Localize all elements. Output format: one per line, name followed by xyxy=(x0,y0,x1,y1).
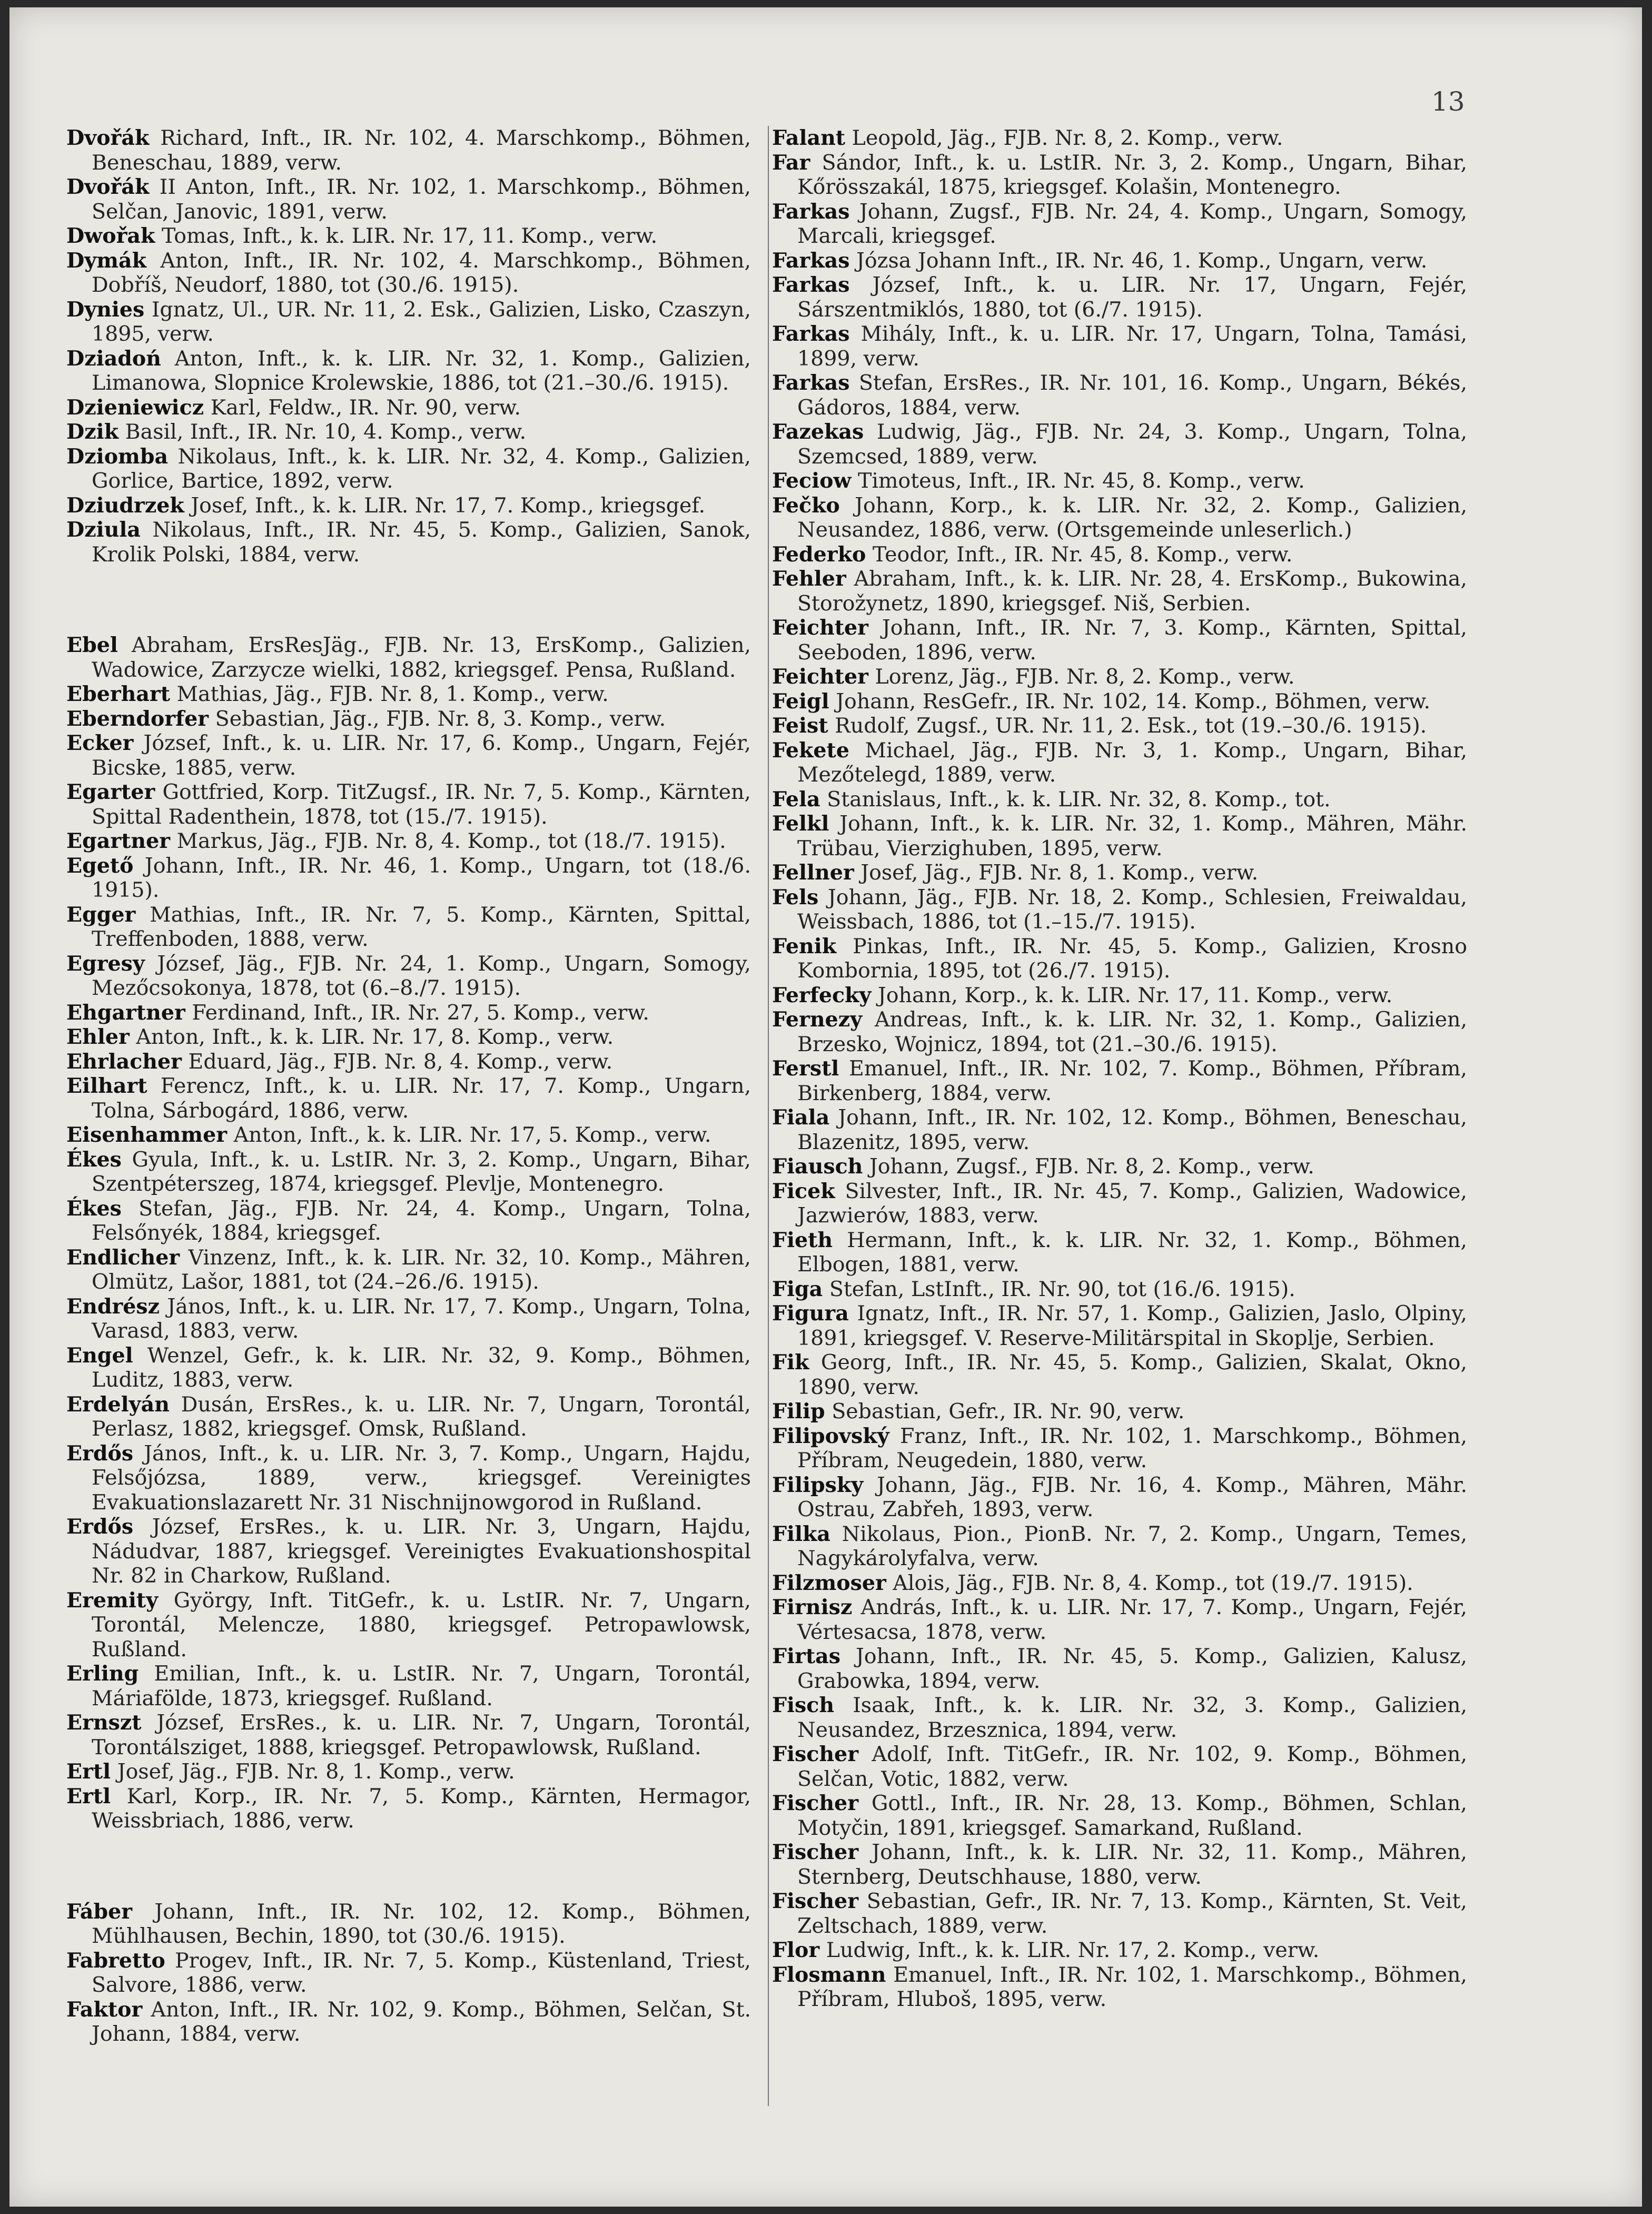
entry-surname: Falant xyxy=(772,126,846,150)
entry-details: Emanuel, Inft., IR. Nr. 102, 7. Komp., Böhmen, Příbram, Birkenberg, 1884, verw. xyxy=(797,1056,1467,1105)
casualty-entry xyxy=(772,934,1467,983)
entry-details: József, ErsRes., k. u. LIR. Nr. 7, Ungarn, Torontál, Torontálsziget, 1888, kriegsgef. Petropawlowsk, Rußland. xyxy=(92,1711,751,1760)
casualty-entry xyxy=(66,518,751,567)
entry-details: Ignatz, Ul., UR. Nr. 11, 2. Esk., Galizien, Lisko, Czaszyn, 1895, verw. xyxy=(92,297,751,346)
casualty-entry xyxy=(772,714,1467,738)
casualty-entry xyxy=(66,1246,751,1294)
entry-surname: Fischer xyxy=(772,1889,858,1913)
casualty-entry xyxy=(66,1900,751,1949)
entry-details: Timoteus, Inft., IR. Nr. 45, 8. Komp., verw. xyxy=(851,469,1305,493)
casualty-entry xyxy=(772,542,1467,567)
entry-surname: Farkas xyxy=(772,248,850,273)
entry-details: József, Jäg., FJB. Nr. 24, 1. Komp., Ungarn, Somogy, Mezőcsokonya, 1878, tot (6.–8./7. 1915). xyxy=(92,951,751,1000)
entry-details: Josef, Jäg., FJB. Nr. 8, 1. Komp., verw. xyxy=(854,861,1259,885)
casualty-entry xyxy=(66,224,751,249)
entry-surname: Eisenhammer xyxy=(66,1123,227,1147)
casualty-entry xyxy=(66,1050,751,1074)
casualty-entry xyxy=(772,151,1467,200)
right-column xyxy=(772,126,1467,2012)
entry-surname: Ehrlacher xyxy=(66,1049,182,1074)
entry-details: Hermann, Inft., k. k. LIR. Nr. 32, 1. Komp., Böhmen, Elbogen, 1881, verw. xyxy=(797,1228,1467,1277)
entry-details: Karl, Korp., IR. Nr. 7, 5. Komp., Kärnten, Hermagor, Weissbriach, 1886, verw. xyxy=(92,1784,751,1833)
entry-surname: Fischer xyxy=(772,1742,858,1766)
casualty-entry xyxy=(66,1148,751,1197)
entry-details: Johann, ResGefr., IR. Nr. 102, 14. Komp., Böhmen, verw. xyxy=(829,689,1431,714)
entry-surname: Fiausch xyxy=(772,1154,863,1179)
entry-details: Gyula, Inft., k. u. LstIR. Nr. 3, 2. Komp., Ungarn, Bihar, Szentpéterszeg, 1874, kriegsgef. Plevlje, Montenegro. xyxy=(92,1147,751,1196)
entry-details: Markus, Jäg., FJB. Nr. 8, 4. Komp., tot (18./7. 1915). xyxy=(170,829,726,853)
entry-details: Franz, Inft., IR. Nr. 102, 1. Marschkomp., Böhmen, Příbram, Neugedein, 1880, verw. xyxy=(797,1424,1467,1472)
entry-details: Karl, Feldw., IR. Nr. 90, verw. xyxy=(204,395,521,420)
entry-details: Nikolaus, Pion., PionB. Nr. 7, 2. Komp., Ungarn, Temes, Nagykárolyfalva, verw. xyxy=(797,1521,1467,1570)
casualty-entry xyxy=(66,420,751,444)
casualty-entry xyxy=(772,1154,1467,1179)
casualty-entry xyxy=(66,952,751,1001)
entry-details: Georg, Inft., IR. Nr. 45, 5. Komp., Galizien, Skalat, Okno, 1890, verw. xyxy=(797,1350,1467,1399)
casualty-entry xyxy=(772,1424,1467,1473)
entry-surname: Figura xyxy=(772,1301,849,1326)
entry-surname: Ehgartner xyxy=(66,1000,185,1025)
entry-surname: Egető xyxy=(66,853,134,878)
entry-details: János, Inft., k. u. LIR. Nr. 17, 7. Komp., Ungarn, Tolna, Varasd, 1883, verw. xyxy=(92,1294,751,1343)
casualty-entry xyxy=(66,1662,751,1711)
casualty-entry xyxy=(772,567,1467,616)
entry-details: Abraham, Inft., k. k. LIR. Nr. 28, 4. ErsKomp., Bukowina, Storožynetz, 1890, kriegsgef. Niš, Serbien. xyxy=(797,567,1467,616)
casualty-entry xyxy=(772,665,1467,689)
entry-surname: Erling xyxy=(66,1662,139,1686)
casualty-entry xyxy=(772,1301,1467,1350)
casualty-entry xyxy=(66,829,751,854)
entry-surname: Engel xyxy=(66,1343,133,1368)
casualty-entry xyxy=(66,493,751,518)
entry-surname: Dynies xyxy=(66,297,145,322)
casualty-entry xyxy=(66,1294,751,1343)
entry-details: Nikolaus, Inft., k. k. LIR. Nr. 32, 4. Komp., Galizien, Gorlice, Bartice, 1892, verw. xyxy=(92,444,751,493)
entry-surname: Fels xyxy=(772,885,819,910)
casualty-entry xyxy=(772,616,1467,665)
entry-details: Basil, Inft., IR. Nr. 10, 4. Komp., verw. xyxy=(118,420,527,444)
entry-surname: Fečko xyxy=(772,493,840,518)
casualty-entry xyxy=(772,1571,1467,1596)
casualty-entry xyxy=(772,1522,1467,1571)
entry-surname: Farkas xyxy=(772,199,850,224)
entry-details: Eduard, Jäg., FJB. Nr. 8, 4. Komp., verw. xyxy=(181,1049,613,1074)
entry-surname: Eberndorfer xyxy=(66,706,209,731)
casualty-entry xyxy=(772,738,1467,787)
casualty-entry xyxy=(66,1441,751,1515)
casualty-entry xyxy=(66,1025,751,1050)
entry-details: Sebastian, Gefr., IR. Nr. 90, verw. xyxy=(825,1399,1185,1424)
entry-details: Mathias, Inft., IR. Nr. 7, 5. Komp., Kärnten, Spittal, Treffenboden, 1888, verw. xyxy=(92,902,751,951)
entry-details: Johann, Korp., k. k. LIR. Nr. 32, 2. Komp., Galizien, Neusandez, 1886, verw. (Ortsgemeinde unleserlich.) xyxy=(797,493,1467,542)
entry-surname: Eilhart xyxy=(66,1074,147,1098)
entry-details: Anton, Inft., k. k. LIR. Nr. 32, 1. Komp., Galizien, Limanowa, Slopnice Krolewskie, 1886, tot (21.–30./6. 1915). xyxy=(92,346,751,395)
casualty-entry xyxy=(66,1784,751,1833)
casualty-entry xyxy=(772,1938,1467,1963)
casualty-entry xyxy=(772,249,1467,273)
entry-surname: Eremity xyxy=(66,1588,159,1613)
entry-surname: Filipsky xyxy=(772,1472,864,1497)
casualty-entry xyxy=(772,200,1467,249)
casualty-entry xyxy=(66,1998,751,2047)
entry-details: Lorenz, Jäg., FJB. Nr. 8, 2. Komp., verw. xyxy=(868,665,1295,689)
entry-details: Dusán, ErsRes., k. u. LIR. Nr. 7, Ungarn, Torontál, Perlasz, 1882, kriegsgef. Omsk, Rußland. xyxy=(92,1392,751,1441)
entry-details: II Anton, Inft., IR. Nr. 102, 1. Marschkomp., Böhmen, Selčan, Janovic, 1891, verw. xyxy=(92,175,751,224)
casualty-entry xyxy=(66,1197,751,1246)
entry-surname: Farkas xyxy=(772,273,850,297)
casualty-entry xyxy=(66,682,751,707)
entry-details: Pinkas, Inft., IR. Nr. 45, 5. Komp., Galizien, Krosno Kombornia, 1895, tot (26./7. 1915). xyxy=(797,934,1467,983)
entry-details: Johann, Inft., k. k. LIR. Nr. 32, 1. Komp., Mähren, Mähr. Trübau, Vierzighuben, 1895, verw. xyxy=(797,812,1467,861)
casualty-entry xyxy=(772,469,1467,493)
entry-details: Stefan, ErsRes., IR. Nr. 101, 16. Komp., Ungarn, Békés, Gádoros, 1884, verw. xyxy=(797,371,1467,420)
entry-details: Leopold, Jäg., FJB. Nr. 8, 2. Komp., verw. xyxy=(845,126,1283,150)
casualty-entry xyxy=(772,1473,1467,1522)
entry-surname: Feist xyxy=(772,714,828,738)
casualty-entry xyxy=(66,780,751,829)
entry-details: Józsa Johann Inft., IR. Nr. 46, 1. Komp., Ungarn, verw. xyxy=(849,248,1428,273)
entry-surname: Faktor xyxy=(66,1997,143,2022)
entry-details: Alois, Jäg., FJB. Nr. 8, 4. Komp., tot (19./7. 1915). xyxy=(886,1570,1413,1595)
casualty-entry xyxy=(772,371,1467,420)
entry-surname: Dziula xyxy=(66,518,141,542)
entry-details: Teodor, Inft., IR. Nr. 45, 8. Komp., verw. xyxy=(866,542,1293,567)
entry-surname: Ferstl xyxy=(772,1056,839,1081)
casualty-entry xyxy=(772,1595,1467,1644)
casualty-entry xyxy=(66,1760,751,1784)
entry-details: György, Inft. TitGefr., k. u. LstIR. Nr. 7, Ungarn, Torontál, Melencze, 1880, kriegsgef. Petropawlowsk, Rußland. xyxy=(92,1588,751,1662)
entry-details: András, Inft., k. u. LIR. Nr. 17, 7. Komp., Ungarn, Fejér, Vértesacsa, 1878, verw. xyxy=(797,1595,1467,1644)
casualty-entry xyxy=(66,1343,751,1392)
casualty-entry xyxy=(772,420,1467,469)
entry-details: Mihály, Inft., k. u. LIR. Nr. 17, Ungarn, Tolna, Tamási, 1899, verw. xyxy=(797,322,1467,371)
entry-surname: Eberhart xyxy=(66,682,171,706)
entry-surname: Firtas xyxy=(772,1644,840,1668)
casualty-entry xyxy=(66,1711,751,1760)
entry-surname: Erdős xyxy=(66,1441,134,1466)
entry-details: Johann, Korp., k. k. LIR. Nr. 17, 11. Komp., verw. xyxy=(871,983,1393,1007)
entry-surname: Feichter xyxy=(772,665,868,689)
casualty-entry xyxy=(66,854,751,903)
casualty-entry xyxy=(772,273,1467,322)
casualty-entry xyxy=(66,1949,751,1998)
entry-surname: Endrész xyxy=(66,1294,160,1319)
entry-details: Emanuel, Inft., IR. Nr. 102, 1. Marschkomp., Böhmen, Příbram, Hluboš, 1895, verw. xyxy=(797,1962,1467,2011)
entry-surname: Dymák xyxy=(66,248,146,273)
entry-details: Emilian, Inft., k. u. LstIR. Nr. 7, Ungarn, Torontál, Máriafölde, 1873, kriegsgef. Rußland. xyxy=(92,1662,751,1711)
casualty-entry xyxy=(66,1001,751,1025)
entry-surname: Feigl xyxy=(772,689,829,714)
entry-details: Stanislaus, Inft., k. k. LIR. Nr. 32, 8. Komp., tot. xyxy=(820,787,1331,812)
casualty-entry xyxy=(772,861,1467,885)
casualty-entry xyxy=(66,347,751,396)
casualty-entry xyxy=(772,787,1467,812)
casualty-entry xyxy=(772,1889,1467,1938)
entry-details: Abraham, ErsResJäg., FJB. Nr. 13, ErsKomp., Galizien, Wadowice, Zarzycze wielki, 1882, kriegsgef. Pensa, Rußland. xyxy=(92,633,751,682)
column-divider xyxy=(768,126,769,2106)
casualty-entry xyxy=(66,1123,751,1148)
document-page xyxy=(9,7,1642,2207)
entry-surname: Ehler xyxy=(66,1025,130,1049)
entry-details: Gottfried, Korp. TitZugsf., IR. Nr. 7, 5. Komp., Kärnten, Spittal Radenthein, 1878, tot (15./7. 1915). xyxy=(92,780,751,829)
entry-details: Johann, Jäg., FJB. Nr. 16, 4. Komp., Mähren, Mähr. Ostrau, Zabřeh, 1893, verw. xyxy=(797,1472,1467,1521)
entry-surname: Dwořak xyxy=(66,224,155,248)
entry-surname: Feichter xyxy=(772,616,868,640)
entry-details: Silvester, Inft., IR. Nr. 45, 7. Komp., Galizien, Wadowice, Jazwierów, 1883, verw. xyxy=(797,1179,1467,1228)
entry-details: Sebastian, Gefr., IR. Nr. 7, 13. Komp., Kärnten, St. Veit, Zeltschach, 1889, verw. xyxy=(797,1889,1467,1938)
entry-details: Ignatz, Inft., IR. Nr. 57, 1. Komp., Galizien, Jaslo, Olpiny, 1891, kriegsgef. V. Reserve-Militärspital in Skoplje, Serbien. xyxy=(797,1301,1467,1350)
entry-details: Mathias, Jäg., FJB. Nr. 8, 1. Komp., verw. xyxy=(170,682,609,706)
entry-surname: Firnisz xyxy=(772,1595,853,1619)
entry-details: Vinzenz, Inft., k. k. LIR. Nr. 32, 10. Komp., Mähren, Olmütz, Lašor, 1881, tot (24.–26./6. 1915). xyxy=(92,1245,751,1294)
entry-surname: Fisch xyxy=(772,1693,835,1717)
casualty-entry xyxy=(66,633,751,682)
casualty-entry xyxy=(772,322,1467,371)
entry-surname: Fehler xyxy=(772,567,846,591)
entry-surname: Erdős xyxy=(66,1515,134,1539)
entry-surname: Filka xyxy=(772,1521,831,1546)
section-gap xyxy=(66,1833,751,1900)
entry-details: Sándor, Inft., k. u. LstIR. Nr. 3, 2. Komp., Ungarn, Bihar, Kőrösszakál, 1875, kriegsgef. Kolašin, Montenegro. xyxy=(797,150,1467,199)
casualty-entry xyxy=(66,1074,751,1123)
entry-details: Ludwig, Jäg., FJB. Nr. 24, 3. Komp., Ungarn, Tolna, Szemcsed, 1889, verw. xyxy=(797,420,1467,469)
entry-details: József, Inft., k. u. LIR. Nr. 17, 6. Komp., Ungarn, Fejér, Bicske, 1885, verw. xyxy=(92,731,751,780)
entry-surname: Endlicher xyxy=(66,1245,180,1270)
entry-surname: Dzieniewicz xyxy=(66,395,204,420)
casualty-entry xyxy=(66,126,751,175)
entry-details: Progev, Inft., IR. Nr. 7, 5. Komp., Küstenland, Triest, Salvore, 1886, verw. xyxy=(92,1948,751,1997)
casualty-entry xyxy=(772,1056,1467,1105)
entry-surname: Dvořák xyxy=(66,126,150,150)
entry-surname: Far xyxy=(772,150,810,175)
casualty-entry xyxy=(772,1350,1467,1399)
entry-details: Sebastian, Jäg., FJB. Nr. 8, 3. Komp., verw. xyxy=(209,706,666,731)
entry-details: Anton, Inft., k. k. LIR. Nr. 17, 5. Komp., verw. xyxy=(227,1123,711,1147)
entry-details: Richard, Inft., IR. Nr. 102, 4. Marschkomp., Böhmen, Beneschau, 1889, verw. xyxy=(92,126,751,175)
entry-details: Josef, Inft., k. k. LIR. Nr. 17, 7. Komp., kriegsgef. xyxy=(184,493,706,518)
entry-surname: Egartner xyxy=(66,829,171,853)
entry-details: Josef, Jäg., FJB. Nr. 8, 1. Komp., verw. xyxy=(111,1760,515,1784)
casualty-entry xyxy=(772,885,1467,934)
entry-surname: Fieth xyxy=(772,1228,833,1252)
casualty-entry xyxy=(772,983,1467,1008)
entry-details: Isaak, Inft., k. k. LIR. Nr. 32, 3. Komp., Galizien, Neusandez, Brzesznica, 1894, verw. xyxy=(797,1693,1467,1742)
entry-details: Gottl., Inft., IR. Nr. 28, 13. Komp., Böhmen, Schlan, Motyčin, 1891, kriegsgef. Samarkand, Rußland. xyxy=(797,1791,1467,1840)
left-column xyxy=(66,126,751,2047)
section-gap xyxy=(66,567,751,633)
entry-details: Stefan, Jäg., FJB. Nr. 24, 4. Komp., Ungarn, Tolna, Felsőnyék, 1884, kriegsgef. xyxy=(92,1196,751,1245)
entry-surname: Dziadoń xyxy=(66,346,161,371)
casualty-entry xyxy=(66,298,751,347)
entry-surname: Ficek xyxy=(772,1179,835,1203)
entry-surname: Ertl xyxy=(66,1760,111,1784)
casualty-entry xyxy=(772,689,1467,714)
entry-surname: Ernszt xyxy=(66,1711,142,1735)
casualty-entry xyxy=(772,126,1467,151)
casualty-entry xyxy=(66,249,751,298)
entry-details: Johann, Inft., IR. Nr. 7, 3. Komp., Kärnten, Spittal, Seeboden, 1896, verw. xyxy=(797,616,1467,665)
casualty-entry xyxy=(66,1392,751,1441)
casualty-entry xyxy=(772,1105,1467,1154)
casualty-entry xyxy=(772,1693,1467,1742)
entry-surname: Fellner xyxy=(772,861,854,885)
entry-details: József, ErsRes., k. u. LIR. Nr. 3, Ungarn, Hajdu, Nádudvar, 1887, kriegsgef. Vereinigtes Evakuationshospital Nr. 82 in Charkow, Rußland. xyxy=(92,1515,751,1588)
casualty-entry xyxy=(66,1588,751,1662)
entry-surname: Fáber xyxy=(66,1899,133,1924)
casualty-entry xyxy=(66,396,751,420)
entry-surname: Ertl xyxy=(66,1784,111,1808)
entry-surname: Fazekas xyxy=(772,420,864,444)
entry-surname: Flor xyxy=(772,1938,820,1962)
entry-details: Johann, Inft., IR. Nr. 46, 1. Komp., Ungarn, tot (18./6. 1915). xyxy=(92,853,751,902)
entry-details: Stefan, LstInft., IR. Nr. 90, tot (16./6. 1915). xyxy=(823,1277,1295,1301)
entry-details: Nikolaus, Inft., IR. Nr. 45, 5. Komp., Galizien, Sanok, Krolik Polski, 1884, verw. xyxy=(92,518,751,567)
entry-details: Wenzel, Gefr., k. k. LIR. Nr. 32, 9. Komp., Böhmen, Luditz, 1883, verw. xyxy=(92,1343,751,1392)
entry-details: József, Inft., k. u. LIR. Nr. 17, Ungarn, Fejér, Sárszentmiklós, 1880, tot (6./7. 1915). xyxy=(797,273,1467,322)
entry-surname: Egarter xyxy=(66,780,155,804)
entry-surname: Ecker xyxy=(66,731,134,755)
entry-surname: Fekete xyxy=(772,738,849,763)
casualty-entry xyxy=(772,1277,1467,1302)
entry-surname: Ékes xyxy=(66,1196,122,1221)
casualty-entry xyxy=(772,493,1467,542)
entry-surname: Fela xyxy=(772,787,820,812)
entry-surname: Flosmann xyxy=(772,1962,886,1987)
entry-surname: Ferfecky xyxy=(772,983,872,1007)
entry-details: Tomas, Inft., k. k. LIR. Nr. 17, 11. Komp., verw. xyxy=(155,224,658,248)
entry-details: Adolf, Inft. TitGefr., IR. Nr. 102, 9. Komp., Böhmen, Selčan, Votic, 1882, verw. xyxy=(797,1742,1467,1791)
casualty-entry xyxy=(772,1963,1467,2012)
entry-details: Johann, Zugsf., FJB. Nr. 24, 4. Komp., Ungarn, Somogy, Marcali, kriegsgef. xyxy=(797,199,1467,248)
entry-details: Johann, Inft., k. k. LIR. Nr. 32, 11. Komp., Mähren, Sternberg, Deutschhause, 1880, verw. xyxy=(797,1840,1467,1889)
casualty-entry xyxy=(772,1228,1467,1277)
entry-surname: Farkas xyxy=(772,371,850,395)
entry-surname: Farkas xyxy=(772,322,850,346)
casualty-entry xyxy=(772,1644,1467,1693)
entry-surname: Dziomba xyxy=(66,444,169,469)
entry-details: Johann, Inft., IR. Nr. 102, 12. Komp., Böhmen, Beneschau, Blazenitz, 1895, verw. xyxy=(797,1105,1467,1154)
entry-surname: Fik xyxy=(772,1350,809,1375)
casualty-entry xyxy=(772,1007,1467,1056)
entry-surname: Figa xyxy=(772,1277,823,1301)
entry-surname: Filip xyxy=(772,1399,825,1424)
casualty-entry xyxy=(66,731,751,780)
entry-surname: Dvořák xyxy=(66,175,150,199)
page-number: 13 xyxy=(1431,86,1465,117)
casualty-entry xyxy=(66,175,751,224)
entry-surname: Fenik xyxy=(772,934,837,958)
entry-details: Michael, Jäg., FJB. Nr. 3, 1. Komp., Ungarn, Bihar, Mezőtelegd, 1889, verw. xyxy=(797,738,1467,787)
entry-surname: Ékes xyxy=(66,1147,122,1172)
entry-details: Andreas, Inft., k. k. LIR. Nr. 32, 1. Komp., Galizien, Brzesko, Wojnicz, 1894, tot (21.–30./6. 1915). xyxy=(797,1007,1467,1056)
entry-details: Anton, Inft., IR. Nr. 102, 4. Marschkomp., Böhmen, Dobříš, Neudorf, 1880, tot (30./6. 1915). xyxy=(92,248,751,297)
entry-details: János, Inft., k. u. LIR. Nr. 3, 7. Komp., Ungarn, Hajdu, Felsőjózsa, 1889, verw., kriegsgef. Vereinigtes Evakuationslazarett Nr. 31 Nischnijnowgorod in Rußland. xyxy=(92,1441,751,1515)
entry-surname: Dziudrzek xyxy=(66,493,184,518)
entry-details: Ludwig, Inft., k. k. LIR. Nr. 17, 2. Komp., verw. xyxy=(819,1938,1320,1962)
casualty-entry xyxy=(66,444,751,493)
entry-surname: Egresy xyxy=(66,951,145,976)
casualty-entry xyxy=(66,707,751,732)
casualty-entry xyxy=(772,1840,1467,1889)
entry-details: Anton, Inft., k. k. LIR. Nr. 17, 8. Komp., verw. xyxy=(129,1025,614,1049)
casualty-entry xyxy=(66,903,751,952)
entry-surname: Federko xyxy=(772,542,866,567)
entry-surname: Filipovský xyxy=(772,1424,889,1448)
entry-surname: Erdelyán xyxy=(66,1392,170,1417)
entry-details: Anton, Inft., IR. Nr. 102, 9. Komp., Böhmen, Selčan, St. Johann, 1884, verw. xyxy=(92,1997,751,2046)
entry-surname: Fabretto xyxy=(66,1948,165,1973)
entry-details: Ferdinand, Inft., IR. Nr. 27, 5. Komp., verw. xyxy=(185,1000,649,1025)
entry-surname: Dzik xyxy=(66,420,119,444)
entry-details: Johann, Inft., IR. Nr. 45, 5. Komp., Galizien, Kalusz, Grabowka, 1894, verw. xyxy=(797,1644,1467,1693)
entry-surname: Feciow xyxy=(772,469,852,493)
casualty-entry xyxy=(66,1515,751,1588)
casualty-entry xyxy=(772,1791,1467,1840)
entry-details: Ferencz, Inft., k. u. LIR. Nr. 17, 7. Komp., Ungarn, Tolna, Sárbogárd, 1886, verw. xyxy=(92,1074,751,1123)
casualty-entry xyxy=(772,1179,1467,1228)
entry-details: Johann, Jäg., FJB. Nr. 18, 2. Komp., Schlesien, Freiwaldau, Weissbach, 1886, tot (1.–15./7. 1915). xyxy=(797,885,1467,934)
casualty-entry xyxy=(772,812,1467,861)
entry-surname: Ebel xyxy=(66,633,118,657)
entry-surname: Fernezy xyxy=(772,1007,863,1032)
entry-details: Johann, Zugsf., FJB. Nr. 8, 2. Komp., verw. xyxy=(863,1154,1314,1179)
entry-details: Rudolf, Zugsf., UR. Nr. 11, 2. Esk., tot (19.–30./6. 1915). xyxy=(828,714,1427,738)
entry-surname: Filzmoser xyxy=(772,1570,886,1595)
casualty-entry xyxy=(772,1742,1467,1791)
entry-surname: Fischer xyxy=(772,1840,858,1864)
entry-details: Johann, Inft., IR. Nr. 102, 12. Komp., Böhmen, Mühlhausen, Bechin, 1890, tot (30./6. 1915). xyxy=(92,1899,751,1948)
entry-surname: Felkl xyxy=(772,812,829,836)
entry-surname: Fischer xyxy=(772,1791,858,1815)
entry-surname: Egger xyxy=(66,902,136,927)
entry-surname: Fiala xyxy=(772,1105,830,1130)
casualty-entry xyxy=(772,1399,1467,1424)
